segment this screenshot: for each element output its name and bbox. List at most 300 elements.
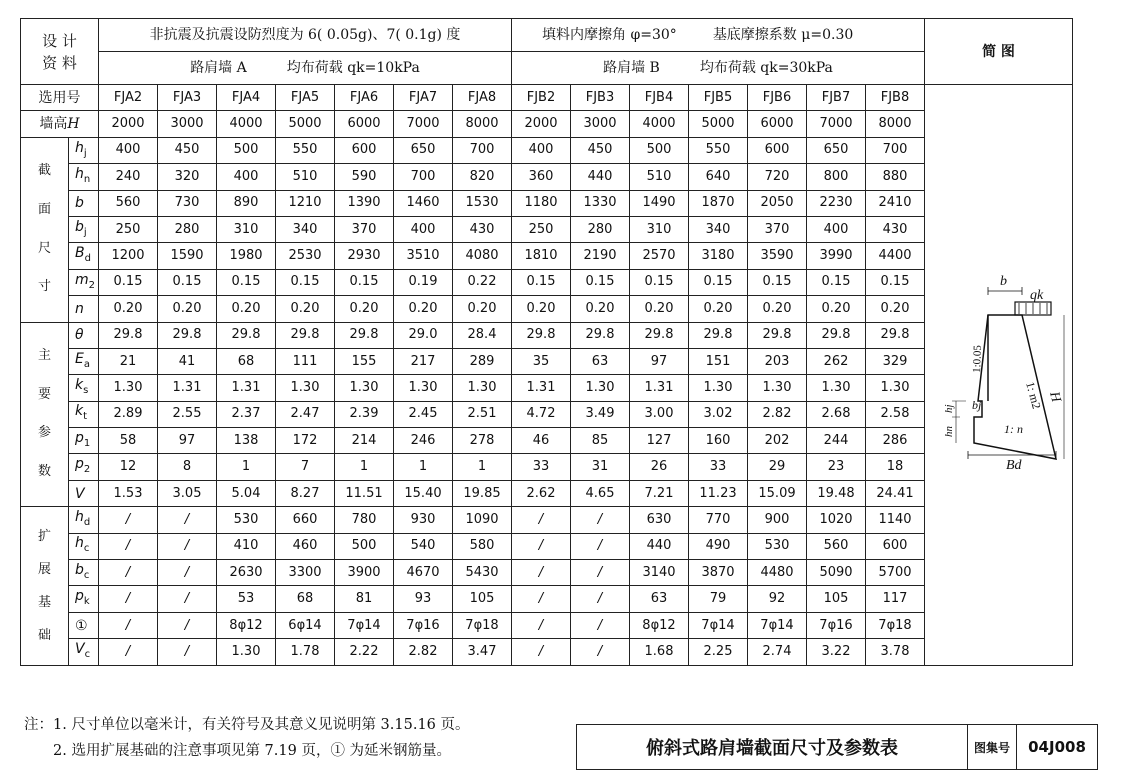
sketch-hn-label: hn (942, 425, 955, 437)
model-code: FJA6 (335, 85, 394, 111)
param-value: 1.30 (276, 375, 335, 401)
model-code: FJA3 (158, 85, 217, 111)
param-value: / (571, 533, 630, 559)
param-value: 286 (866, 428, 925, 454)
group-label-char: 截 (37, 163, 51, 179)
atlas-label: 图集号 (968, 725, 1017, 770)
param-value: 2.25 (689, 639, 748, 665)
param-value: / (158, 560, 217, 586)
param-value: 111 (276, 348, 335, 374)
param-value: 1390 (335, 190, 394, 216)
param-value: 19.85 (453, 480, 512, 506)
param-value: 440 (571, 164, 630, 190)
param-value: 3.47 (453, 639, 512, 665)
param-value: 500 (335, 533, 394, 559)
param-value: 1.30 (807, 375, 866, 401)
param-value: 12 (99, 454, 158, 480)
param-value: 105 (453, 586, 512, 612)
param-value: 560 (807, 533, 866, 559)
param-value: 2.47 (276, 401, 335, 427)
param-value: 780 (335, 507, 394, 533)
param-value: 7 (276, 454, 335, 480)
param-value: 7φ14 (748, 612, 807, 638)
param-value: 3.78 (866, 639, 925, 665)
param-symbol: $p_1$ (69, 428, 99, 454)
height-label-text: 墙高 (39, 116, 68, 133)
model-code: FJB3 (571, 85, 630, 111)
param-value: / (571, 612, 630, 638)
param-value: 0.20 (689, 296, 748, 322)
param-row (21, 348, 1073, 374)
param-value: 0.15 (689, 269, 748, 295)
param-value: 81 (335, 586, 394, 612)
param-value: 410 (217, 533, 276, 559)
param-value: 700 (866, 137, 925, 163)
param-value: 0.15 (158, 269, 217, 295)
param-row (21, 375, 1073, 401)
parameter-table (20, 18, 1073, 666)
param-value: 3510 (394, 243, 453, 269)
model-code: FJB2 (512, 85, 571, 111)
param-value: 2.82 (394, 639, 453, 665)
design-data-label (21, 19, 99, 85)
height-value: 2000 (99, 111, 158, 137)
param-value: 127 (630, 428, 689, 454)
param-value: 29.8 (571, 322, 630, 348)
param-value: 58 (99, 428, 158, 454)
param-value: 202 (748, 428, 807, 454)
param-value: 5430 (453, 560, 512, 586)
param-value: 79 (689, 586, 748, 612)
param-value: 29.0 (394, 322, 453, 348)
param-value: 92 (748, 586, 807, 612)
param-value: 7φ18 (866, 612, 925, 638)
param-value: 1.31 (630, 375, 689, 401)
param-value: 8φ12 (217, 612, 276, 638)
param-value: 240 (99, 164, 158, 190)
param-symbol: $b_c$ (69, 560, 99, 586)
param-value: 2.45 (394, 401, 453, 427)
param-value: 4400 (866, 243, 925, 269)
param-value: 46 (512, 428, 571, 454)
param-value: 29.8 (99, 322, 158, 348)
param-value: 2.22 (335, 639, 394, 665)
param-value: 28.4 (453, 322, 512, 348)
param-value: / (99, 586, 158, 612)
param-row (21, 480, 1073, 506)
param-value: 246 (394, 428, 453, 454)
param-value: / (512, 560, 571, 586)
param-value: 29.8 (866, 322, 925, 348)
param-value: / (158, 639, 217, 665)
param-value: 2.58 (866, 401, 925, 427)
param-value: 3.02 (689, 401, 748, 427)
param-value: 329 (866, 348, 925, 374)
param-value: 1.31 (217, 375, 276, 401)
param-value: / (99, 507, 158, 533)
drawing-title: 俯斜式路肩墙截面尺寸及参数表 (577, 725, 968, 770)
param-value: 400 (99, 137, 158, 163)
param-value: 172 (276, 428, 335, 454)
group-label-char: 扩 (37, 528, 51, 544)
param-value: 5700 (866, 560, 925, 586)
param-row (21, 190, 1073, 216)
param-value: 1.30 (394, 375, 453, 401)
param-value: 820 (453, 164, 512, 190)
model-code: FJA2 (99, 85, 158, 111)
param-value: 630 (630, 507, 689, 533)
group-a-name: 路肩墙 A (190, 60, 247, 76)
param-value: 1180 (512, 190, 571, 216)
param-value: 490 (689, 533, 748, 559)
param-value: 155 (335, 348, 394, 374)
group-a-header (99, 52, 512, 85)
param-value: 7φ14 (689, 612, 748, 638)
param-symbol: $E_a$ (69, 348, 99, 374)
param-value: 0.20 (394, 296, 453, 322)
param-value: 2190 (571, 243, 630, 269)
param-value: 1200 (99, 243, 158, 269)
height-label (21, 111, 99, 137)
param-value: 2.51 (453, 401, 512, 427)
group-label-char: 面 (37, 201, 51, 217)
param-value: 3.22 (807, 639, 866, 665)
model-code: FJA8 (453, 85, 512, 111)
param-symbol: V (69, 480, 99, 506)
param-value: 360 (512, 164, 571, 190)
param-value: 7φ16 (807, 612, 866, 638)
sketch-h-label: H (1045, 389, 1063, 404)
param-symbol: $h_j$ (69, 137, 99, 163)
param-value: 370 (335, 216, 394, 242)
param-value: 29.8 (217, 322, 276, 348)
param-value: 11.51 (335, 480, 394, 506)
param-value: 11.23 (689, 480, 748, 506)
title-block (576, 724, 1098, 770)
param-value: 0.20 (276, 296, 335, 322)
height-value: 5000 (689, 111, 748, 137)
param-value: 0.20 (453, 296, 512, 322)
param-value: 1870 (689, 190, 748, 216)
param-value: 1.31 (158, 375, 217, 401)
model-code: FJB4 (630, 85, 689, 111)
param-value: 15.09 (748, 480, 807, 506)
param-value: 0.20 (630, 296, 689, 322)
param-symbol: $b_j$ (69, 216, 99, 242)
param-value: 550 (276, 137, 335, 163)
param-value: 21 (99, 348, 158, 374)
param-value: 3990 (807, 243, 866, 269)
param-value: / (571, 560, 630, 586)
param-value: 2.89 (99, 401, 158, 427)
param-value: 2570 (630, 243, 689, 269)
param-value: / (158, 507, 217, 533)
param-value: 310 (217, 216, 276, 242)
param-value: / (512, 639, 571, 665)
param-value: 33 (689, 454, 748, 480)
param-value: 151 (689, 348, 748, 374)
param-symbol: b (69, 190, 99, 216)
param-value: 370 (748, 216, 807, 242)
param-value: 400 (217, 164, 276, 190)
param-value: 8 (158, 454, 217, 480)
param-value: 450 (158, 137, 217, 163)
param-value: 1810 (512, 243, 571, 269)
param-value: 1 (453, 454, 512, 480)
param-value: 35 (512, 348, 571, 374)
param-value: 400 (807, 216, 866, 242)
param-value: 530 (748, 533, 807, 559)
friction-angle: 填料内摩擦角 φ=30° (542, 27, 677, 43)
atlas-number: 04J008 (1017, 725, 1098, 770)
param-value: 0.15 (866, 269, 925, 295)
param-value: 600 (335, 137, 394, 163)
param-value: 0.15 (99, 269, 158, 295)
param-value: 600 (866, 533, 925, 559)
param-value: 1.30 (217, 639, 276, 665)
group-label-char: 础 (37, 628, 51, 644)
param-value: 0.15 (571, 269, 630, 295)
param-row (21, 586, 1073, 612)
height-value: 7000 (807, 111, 866, 137)
param-value: 0.15 (217, 269, 276, 295)
param-value: 550 (689, 137, 748, 163)
param-value: 650 (807, 137, 866, 163)
param-value: 3180 (689, 243, 748, 269)
model-code: FJB8 (866, 85, 925, 111)
param-value: / (571, 507, 630, 533)
param-value: 250 (99, 216, 158, 242)
param-value: 900 (748, 507, 807, 533)
param-row (21, 560, 1073, 586)
param-row (21, 216, 1073, 242)
param-value: 19.48 (807, 480, 866, 506)
param-value: 24.41 (866, 480, 925, 506)
param-value: 29.8 (158, 322, 217, 348)
param-symbol: $p_k$ (69, 586, 99, 612)
param-value: 53 (217, 586, 276, 612)
param-row (21, 428, 1073, 454)
param-value: 33 (512, 454, 571, 480)
param-value: 340 (276, 216, 335, 242)
param-row (21, 296, 1073, 322)
param-value: 3.05 (158, 480, 217, 506)
param-value: 7φ18 (453, 612, 512, 638)
sketch-b-label: b (999, 273, 1007, 289)
param-value: 0.20 (335, 296, 394, 322)
height-row (21, 111, 1073, 137)
sketch-hj-label: hj (942, 404, 955, 413)
param-value: 650 (394, 137, 453, 163)
model-code: FJA5 (276, 85, 335, 111)
param-value: 278 (453, 428, 512, 454)
param-row (21, 137, 1073, 163)
param-value: 1980 (217, 243, 276, 269)
param-symbol: $k_t$ (69, 401, 99, 427)
param-value: 1140 (866, 507, 925, 533)
param-value: 930 (394, 507, 453, 533)
friction-info (512, 19, 925, 52)
param-value: 0.15 (512, 269, 571, 295)
param-value: 340 (689, 216, 748, 242)
param-value: 1 (394, 454, 453, 480)
param-value: 700 (394, 164, 453, 190)
height-value: 7000 (394, 111, 453, 137)
param-value: 0.22 (453, 269, 512, 295)
height-value: 6000 (748, 111, 807, 137)
param-value: 440 (630, 533, 689, 559)
param-value: 430 (866, 216, 925, 242)
param-symbol: $k_s$ (69, 375, 99, 401)
sketch-slope-back-label: 1: m2 (1022, 379, 1044, 411)
param-value: 1.30 (99, 375, 158, 401)
height-value: 4000 (630, 111, 689, 137)
param-value: 2.82 (748, 401, 807, 427)
param-value: 2.37 (217, 401, 276, 427)
param-value: 15.40 (394, 480, 453, 506)
param-symbol: $p_2$ (69, 454, 99, 480)
height-value: 3000 (571, 111, 630, 137)
param-value: 29.8 (807, 322, 866, 348)
param-value: 1460 (394, 190, 453, 216)
param-value: 310 (630, 216, 689, 242)
param-row (21, 322, 1073, 348)
param-value: 2.68 (807, 401, 866, 427)
param-value: 85 (571, 428, 630, 454)
group-b-name: 路肩墙 B (603, 60, 660, 76)
param-value: 138 (217, 428, 276, 454)
param-value: 2.39 (335, 401, 394, 427)
param-value: 2930 (335, 243, 394, 269)
param-value: 29.8 (630, 322, 689, 348)
param-value: 450 (571, 137, 630, 163)
param-value: 289 (453, 348, 512, 374)
param-value: 4.65 (571, 480, 630, 506)
param-value: 280 (571, 216, 630, 242)
param-value: 2530 (276, 243, 335, 269)
param-value: 203 (748, 348, 807, 374)
param-value: 460 (276, 533, 335, 559)
param-value: 720 (748, 164, 807, 190)
param-row (21, 269, 1073, 295)
param-value: 7φ14 (335, 612, 394, 638)
param-value: / (512, 507, 571, 533)
param-value: 2230 (807, 190, 866, 216)
param-value: 68 (217, 348, 276, 374)
param-value: 8φ12 (630, 612, 689, 638)
drawing-sheet (20, 18, 1115, 769)
param-symbol: $h_d$ (69, 507, 99, 533)
param-value: / (99, 612, 158, 638)
param-symbol: $h_c$ (69, 533, 99, 559)
param-value: 0.15 (335, 269, 394, 295)
param-value: / (158, 586, 217, 612)
param-value: 6φ14 (276, 612, 335, 638)
group-b-load: 均布荷载 qk=30kPa (699, 60, 833, 76)
param-value: 41 (158, 348, 217, 374)
param-value: 0.20 (99, 296, 158, 322)
param-value: 890 (217, 190, 276, 216)
param-row (21, 507, 1073, 533)
param-value: 214 (335, 428, 394, 454)
param-value: 0.20 (748, 296, 807, 322)
param-value: 2.62 (512, 480, 571, 506)
param-value: 540 (394, 533, 453, 559)
sketch-header: 简 图 (925, 19, 1073, 85)
param-symbol: $V_c$ (69, 639, 99, 665)
param-row (21, 164, 1073, 190)
param-row (21, 639, 1073, 665)
param-value: 93 (394, 586, 453, 612)
param-value: 400 (394, 216, 453, 242)
select-label: 选用号 (21, 85, 99, 111)
param-value: 800 (807, 164, 866, 190)
param-value: 280 (158, 216, 217, 242)
param-value: 3300 (276, 560, 335, 586)
param-value: 500 (217, 137, 276, 163)
group-label (21, 322, 69, 507)
param-value: 660 (276, 507, 335, 533)
sketch-qk-label: qk (1029, 287, 1043, 303)
param-value: / (99, 533, 158, 559)
param-value: 160 (689, 428, 748, 454)
param-value: 29.8 (689, 322, 748, 348)
notes (24, 712, 470, 764)
param-row (21, 612, 1073, 638)
header-row-2 (21, 52, 1073, 85)
header-row-1 (21, 19, 1073, 52)
param-value: 63 (630, 586, 689, 612)
height-value: 4000 (217, 111, 276, 137)
param-value: 530 (217, 507, 276, 533)
param-value: 3900 (335, 560, 394, 586)
param-value: 68 (276, 586, 335, 612)
group-label-char: 主 (37, 348, 51, 364)
model-code: FJB5 (689, 85, 748, 111)
param-value: 2410 (866, 190, 925, 216)
model-code: FJA7 (394, 85, 453, 111)
note-line-2 (24, 738, 470, 764)
param-value: 1.68 (630, 639, 689, 665)
group-label (21, 137, 69, 322)
param-value: 770 (689, 507, 748, 533)
param-value: 3.49 (571, 401, 630, 427)
param-value: / (512, 612, 571, 638)
model-code: FJA4 (217, 85, 276, 111)
param-value: 5090 (807, 560, 866, 586)
param-value: 2050 (748, 190, 807, 216)
height-value: 3000 (158, 111, 217, 137)
param-value: 1.30 (335, 375, 394, 401)
param-row (21, 401, 1073, 427)
note-prefix: 注： (24, 717, 53, 733)
seismic-condition: 非抗震及抗震设防烈度为 6( 0.05g)、7( 0.1g) 度 (99, 19, 512, 52)
param-value: 510 (630, 164, 689, 190)
param-value: 1.78 (276, 639, 335, 665)
param-value: 23 (807, 454, 866, 480)
param-value: 0.20 (571, 296, 630, 322)
param-value: 590 (335, 164, 394, 190)
param-row (21, 454, 1073, 480)
param-value: 0.15 (748, 269, 807, 295)
param-value: 0.20 (807, 296, 866, 322)
sketch-bj-label: bj (971, 397, 981, 412)
param-value: 7φ16 (394, 612, 453, 638)
param-value: 4670 (394, 560, 453, 586)
param-value: 430 (453, 216, 512, 242)
param-value: / (158, 533, 217, 559)
param-value: 29.8 (335, 322, 394, 348)
